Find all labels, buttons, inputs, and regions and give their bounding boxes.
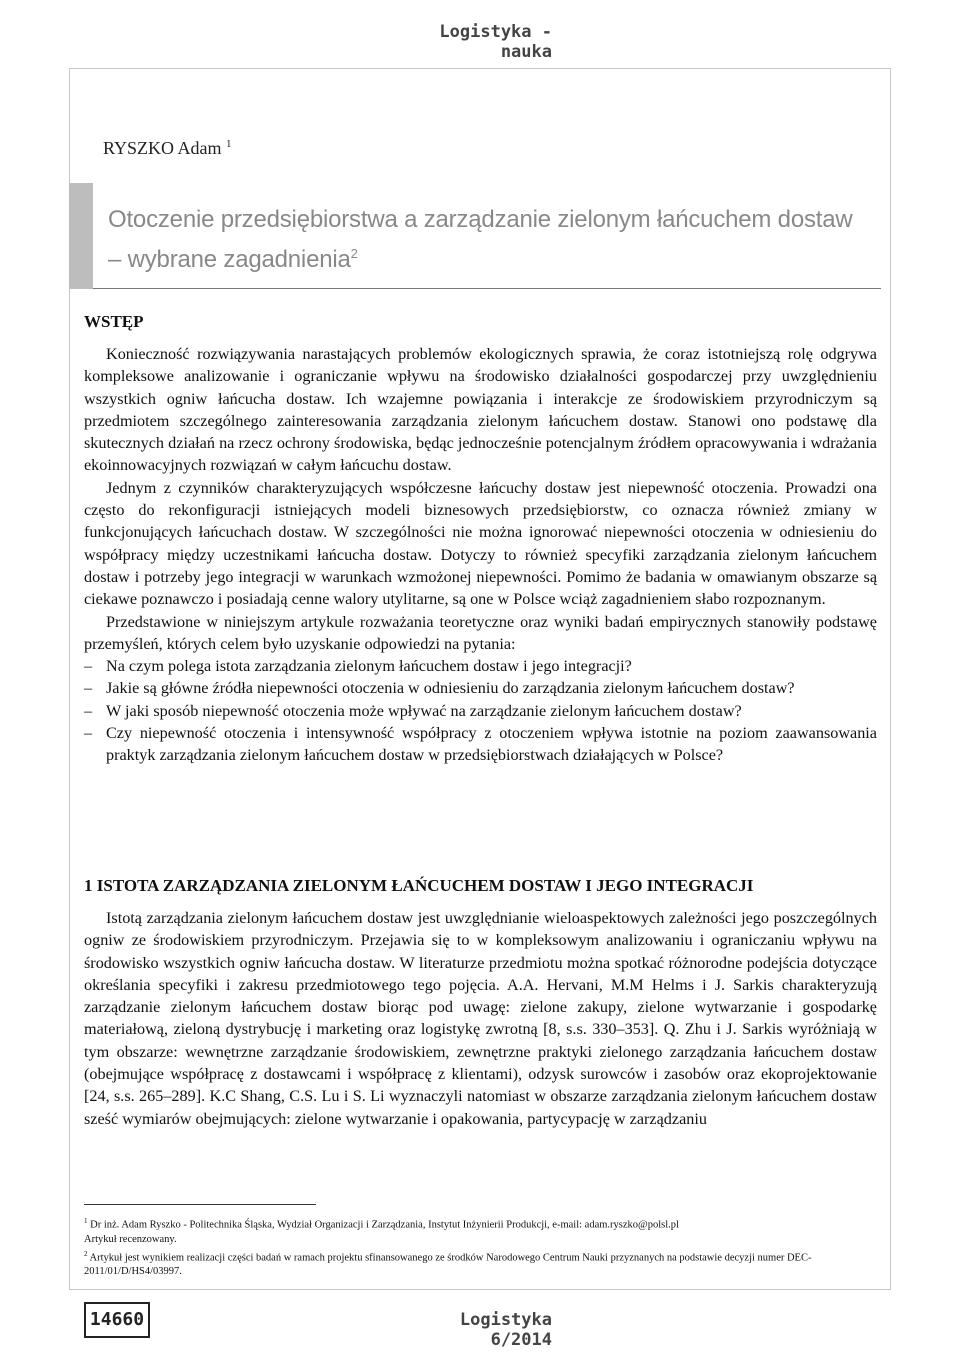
- footnote-2: $^2$ Artykuł jest wynikiem realizacji części badań w ramach projektu sfinansowanego ze środków Narodowego Centrum Nauki przyznanych na podstawie decyzji numer DEC-2011/01/D/HS4/03997.: [84, 1249, 812, 1277]
- author-name: RYSZKO Adam $^1$: [103, 138, 232, 158]
- title-footnote-mark: 2: [350, 246, 358, 261]
- page-number-box: 14660: [84, 1302, 150, 1338]
- research-questions-list: [84, 655, 877, 766]
- list-item: – W jaki sposób niepewność otoczenia może wpływać na zarządzanie zielonym łańcuchem dostaw?: [84, 700, 877, 722]
- intro-paragraph-2: Jednym z czynników charakteryzujących współczesne łańcuchy dostaw jest niepewność otoczenia. Prowadzi ona często do rekonfiguracji istniejących modeli biznesowych przedsiębiorstw, co oznacza również zmiany w funkcjonujących łańcuchach dostaw. W szczególności nie można ignorować niepewności otoczenia w odniesieniu do współpracy między uczestnikami łańcucha dostaw. Dotyczy to również specyfiki zarządzania zielonym łańcuchem dostaw i potrzeby jego integracji w warunkach wzmożonej niepewności. Pomimo że badania w omawianym obszarze są ciekawe poznawczo i posiadają cenne walory utylitarne, są one w Polsce wciąż zagadnieniem słabo rozpoznanym.: [84, 478, 877, 609]
- footnote-1: $^1$ Dr inż. Adam Ryszko - Politechnika Śląska, Wydział Organizacji i Zarządzania, Instytut Inżynierii Produkcji, e-mail: adam.ryszko@polsl.pl: [84, 1217, 679, 1231]
- title-accent-bar: [69, 183, 93, 289]
- article-title: [108, 203, 868, 277]
- section-1-body: [84, 907, 877, 1130]
- section-1-paragraph-1: Istotą zarządzania zielonym łańcuchem dostaw jest uwzględnianie wieloaspektowych zależności jego poszczególnych ogniw ze środowiskiem przyrodniczym. Przejawia się to w kompleksowym analizowaniu i ograniczaniu wpływu na środowisko wszystkich ogniw łańcucha dostaw. W literaturze przedmiotu można spotkać różnorodne podejścia dotyczące określania specyfiki i zakresu przedmiotowego tego pojęcia. A.A. Hervani, M.M Helms i J. Sarkis charakteryzują zarządzanie zielonym łańcuchem dostaw biorąc pod uwagę: zielone zakupy, zielone wytwarzanie i gospodarkę materiałową, zieloną dystrybucję i marketing oraz logistykę zwrotną [8, s.s. 330–353]. Q. Zhu i J. Sarkis wyróżniają w tym obszarze: wewnętrzne zarządzanie środowiskiem, zewnętrzne praktyki zielonego zarządzania łańcuchem dostaw (obejmujące współpracę z dostawcami i współpracę z klientami), odzysk surowców i zasobów oraz ekoprojektowanie [24, s.s. 265–289]. K.C Shang, C.S. Lu i S. Li wyznaczyli natomiast w obszarze zarządzania zielonym łańcuchem dostaw sześć wymiarów obejmujących: zielone wytwarzanie i opakowania, partycypację w zarządzaniu: [84, 909, 877, 1128]
- list-item: – Czy niepewność otoczenia i intensywność współpracy z otoczeniem wpływa istotnie na poziom zaawansowania praktyk zarządzania zielonym łańcuchem dostaw w przedsiębiorstwach działających w Polsce?: [84, 722, 877, 767]
- title-divider: [93, 288, 881, 289]
- title-line-2: – wybrane zagadnienia$^2$: [108, 246, 358, 273]
- section-1-heading: 1 ISTOTA ZARZĄDZANIA ZIELONYM ŁAŃCUCHEM DOSTAW I JEGO INTEGRACJI: [84, 876, 754, 895]
- title-line-1: Otoczenie przedsiębiorstwa a zarządzanie zielonym łańcuchem dostaw: [108, 206, 853, 233]
- intro-body: [84, 343, 877, 767]
- journal-section-header: Logistyka - nauka: [439, 22, 552, 62]
- list-item: – Na czym polega istota zarządzania zielonym łańcuchem dostaw i jego integracji?: [84, 655, 877, 677]
- footnote-1-note: Artykuł recenzowany.: [84, 1233, 177, 1245]
- footnote-divider: [84, 1204, 316, 1205]
- list-item: – Jakie są główne źródła niepewności otoczenia w odniesieniu do zarządzania zielonym łańcuchem dostaw?: [84, 677, 877, 699]
- intro-paragraph-1: Konieczność rozwiązywania narastających problemów ekologicznych sprawia, że coraz istotniejszą rolę odgrywa kompleksowe analizowanie i ograniczanie wpływu na środowisko działalności gospodarczej przy uwzględnieniu wszystkich ogniw łańcucha dostaw. Ich wzajemne powiązania i interakcje ze środowiskiem przyrodniczym są przedmiotem szczególnego zainteresowania zarządzania zielonym łańcuchem dostaw. Stanowi ono podstawę dla skutecznych działań na rzecz ochrony środowiska, będąc jednocześnie potencjalnym źródłem opracowywania i wdrażania ekoinnowacyjnych rozwiązań w całym łańcuchu dostaw.: [84, 345, 877, 475]
- intro-heading: WSTĘP: [84, 312, 144, 331]
- footnotes: [84, 1214, 884, 1279]
- journal-issue-footer: Logistyka 6/2014: [459, 1310, 552, 1350]
- intro-paragraph-3: Przedstawione w niniejszym artykule rozważania teoretyczne oraz wyniki badań empirycznych stanowiły podstawę przemyśleń, których celem było uzyskanie odpowiedzi na pytania:: [84, 612, 877, 653]
- author-footnote-mark: 1: [226, 138, 232, 150]
